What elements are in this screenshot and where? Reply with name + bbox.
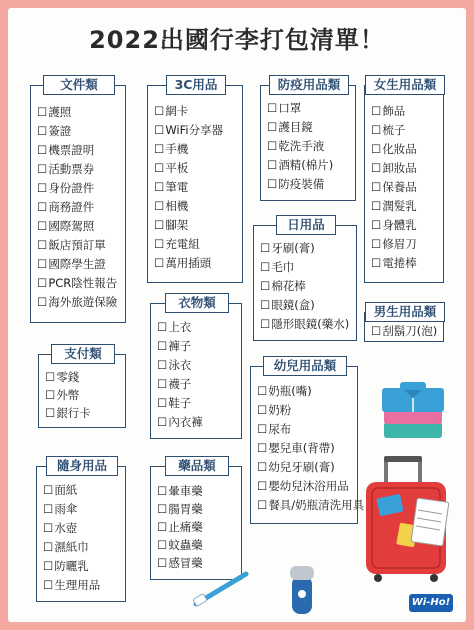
checklist-item[interactable] (43, 576, 126, 595)
checkbox-icon[interactable]: ☐ (157, 339, 168, 353)
checklist-item[interactable] (267, 137, 356, 156)
item-label: 嬰幼兒沐浴用品 (268, 479, 349, 493)
checklist-item[interactable] (371, 178, 444, 197)
checkbox-icon[interactable]: ☐ (157, 556, 168, 570)
item-label: 毛巾 (271, 260, 295, 274)
checklist-item[interactable] (154, 102, 243, 121)
item-label: 刮鬍刀(泡) (382, 324, 438, 338)
checkbox-icon[interactable]: ☐ (37, 238, 48, 252)
checklist-item[interactable] (371, 216, 444, 235)
checklist (371, 326, 444, 336)
item-label: 濕紙巾 (54, 540, 89, 554)
item-label: 飾品 (382, 104, 406, 118)
checkbox-icon[interactable]: ☐ (157, 415, 168, 429)
checkbox-icon[interactable]: ☐ (37, 200, 48, 214)
item-label: 雨傘 (54, 502, 78, 516)
item-label: 嬰兒車(背帶) (268, 441, 335, 455)
checklist-item[interactable] (371, 121, 444, 140)
section-clothing (150, 293, 242, 439)
checkbox-icon[interactable]: ☐ (43, 502, 54, 516)
checklist-item[interactable] (260, 277, 357, 296)
checklist-item[interactable] (154, 216, 243, 235)
item-label: 國際學生證 (48, 257, 106, 271)
checkbox-icon[interactable]: ☐ (157, 396, 168, 410)
section-header: 3C用品 (166, 75, 226, 95)
section-header: 幼兒用品類 (263, 356, 347, 376)
item-label: 飯店預訂單 (48, 238, 106, 252)
checklist-item[interactable] (154, 140, 243, 159)
section-header: 衣物類 (165, 293, 229, 313)
checklist-item[interactable] (371, 235, 444, 254)
checkbox-icon[interactable]: ☐ (267, 139, 278, 153)
checkbox-icon[interactable]: ☐ (257, 403, 268, 417)
item-label: 生理用品 (54, 578, 101, 592)
item-label: 萬用插頭 (165, 256, 212, 270)
checkbox-icon[interactable]: ☐ (157, 358, 168, 372)
checklist-item[interactable] (157, 536, 242, 554)
checkbox-icon[interactable]: ☐ (371, 199, 382, 213)
item-label: 充電組 (165, 237, 200, 251)
checkbox-icon[interactable]: ☐ (257, 460, 268, 474)
item-label: 棉花棒 (271, 279, 306, 293)
checkbox-icon[interactable]: ☐ (157, 502, 168, 516)
item-label: 潤髮乳 (382, 199, 417, 213)
item-label: 國際駕照 (48, 219, 95, 233)
section-epidemic (260, 75, 356, 201)
checklist (37, 103, 126, 312)
checkbox-icon[interactable]: ☐ (371, 256, 382, 270)
checkbox-icon[interactable]: ☐ (157, 320, 168, 334)
checklist-item[interactable] (43, 557, 126, 576)
section-carry (36, 456, 126, 602)
checklist (157, 318, 242, 432)
checkbox-icon[interactable]: ☐ (260, 298, 271, 312)
item-label: 眼鏡(盒) (271, 298, 315, 312)
section-header: 防疫用品類 (269, 75, 349, 95)
section-mens (364, 302, 444, 342)
item-label: 蚊蟲藥 (168, 538, 203, 552)
section-baby (250, 356, 365, 524)
checkbox-icon[interactable]: ☐ (371, 161, 382, 175)
checkbox-icon[interactable]: ☐ (157, 520, 168, 534)
item-label: 水壺 (54, 521, 78, 535)
checklist (257, 382, 365, 515)
item-label: 止痛藥 (168, 520, 203, 534)
checklist-item[interactable] (37, 141, 126, 160)
checklist-item[interactable] (157, 413, 242, 432)
checkbox-icon[interactable]: ☐ (43, 559, 54, 573)
checklist-item[interactable] (257, 401, 358, 420)
checklist-item[interactable] (43, 481, 126, 500)
checklist-item[interactable] (157, 318, 242, 337)
checklist-item[interactable] (157, 394, 242, 413)
checkbox-icon[interactable]: ☐ (37, 143, 48, 157)
checklist-item[interactable] (371, 102, 444, 121)
item-label: 筆電 (165, 180, 189, 194)
item-label: 奶粉 (268, 403, 292, 417)
section-docs (30, 75, 126, 323)
checklist-item[interactable] (260, 239, 357, 258)
checklist-item[interactable] (45, 368, 126, 386)
section-header: 女生用品類 (365, 75, 445, 95)
checklist-item[interactable] (43, 538, 126, 557)
section-header: 藥品類 (165, 456, 229, 476)
checklist-item[interactable] (37, 274, 126, 293)
checklist-item[interactable] (154, 197, 243, 216)
checkbox-icon[interactable]: ☐ (43, 483, 54, 497)
item-label: 網卡 (165, 104, 189, 118)
section-daily (253, 215, 357, 341)
checkbox-icon[interactable]: ☐ (371, 237, 382, 251)
checklist-item[interactable] (260, 258, 357, 277)
checkbox-icon[interactable]: ☐ (371, 142, 382, 156)
checkbox-icon[interactable]: ☐ (257, 479, 268, 493)
item-label: 隱形眼鏡(藥水) (271, 317, 350, 331)
item-label: 奶瓶(嘴) (268, 384, 312, 398)
checklist-item[interactable] (267, 175, 356, 194)
checklist-item[interactable] (37, 255, 126, 274)
checklist-item[interactable] (45, 404, 126, 422)
checklist (45, 368, 126, 422)
checklist-item[interactable] (157, 518, 242, 536)
checklist-item[interactable] (267, 156, 356, 175)
checkbox-icon[interactable]: ☐ (154, 218, 165, 232)
checkbox-icon[interactable]: ☐ (154, 237, 165, 251)
checklist-item[interactable] (157, 482, 242, 500)
checkbox-icon[interactable]: ☐ (260, 317, 271, 331)
checkbox-icon[interactable]: ☐ (37, 219, 48, 233)
checklist (267, 99, 356, 194)
item-label: 身體乳 (382, 218, 417, 232)
item-label: 防曬乳 (54, 559, 89, 573)
checklist-item[interactable] (257, 439, 358, 458)
checkbox-icon[interactable]: ☐ (157, 377, 168, 391)
section-payment (38, 344, 126, 428)
checkbox-icon[interactable]: ☐ (154, 199, 165, 213)
checklist-item[interactable] (37, 236, 126, 255)
checkbox-icon[interactable]: ☐ (267, 177, 278, 191)
section-electronics (147, 75, 243, 283)
checkbox-icon[interactable]: ☐ (371, 123, 382, 137)
item-label: 幼兒牙刷(膏) (268, 460, 335, 474)
checkbox-icon[interactable]: ☐ (154, 161, 165, 175)
checklist-item[interactable] (157, 500, 242, 518)
checklist-item[interactable] (45, 386, 126, 404)
checkbox-icon[interactable]: ☐ (157, 484, 168, 498)
item-label: 感冒藥 (168, 556, 203, 570)
checkbox-icon[interactable]: ☐ (154, 104, 165, 118)
checklist-item[interactable] (157, 337, 242, 356)
item-label: 面紙 (54, 483, 78, 497)
section-header: 日用品 (276, 215, 336, 235)
page-title: 2022出國行李打包清單！ (89, 26, 385, 54)
item-label: 防疫裝備 (278, 177, 325, 191)
item-label: 海外旅遊保險 (48, 295, 118, 309)
checkbox-icon[interactable]: ☐ (37, 276, 48, 290)
checkbox-icon[interactable]: ☐ (154, 123, 165, 137)
checklist-item[interactable] (37, 217, 126, 236)
suitcase-illustration (358, 454, 454, 584)
item-label: 卸妝品 (382, 161, 417, 175)
checklist-item[interactable] (257, 382, 358, 401)
checkbox-icon[interactable]: ☐ (37, 162, 48, 176)
section-header: 支付類 (51, 344, 115, 364)
section-header: 文件類 (43, 75, 115, 95)
checklist (43, 481, 126, 595)
checklist-item[interactable] (37, 198, 126, 217)
checkbox-icon[interactable]: ☐ (371, 104, 382, 118)
checkbox-icon[interactable]: ☐ (157, 538, 168, 552)
checkbox-icon[interactable]: ☐ (260, 279, 271, 293)
item-label: 銀行卡 (56, 406, 91, 420)
checklist-item[interactable] (154, 235, 243, 254)
checklist-item[interactable] (37, 103, 126, 122)
checklist-item[interactable] (43, 519, 126, 538)
checklist-item[interactable] (37, 293, 126, 312)
checkbox-icon[interactable]: ☐ (267, 158, 278, 172)
checkbox-icon[interactable]: ☐ (37, 181, 48, 195)
checklist-item[interactable] (257, 496, 365, 515)
checkbox-icon[interactable]: ☐ (257, 384, 268, 398)
checkbox-icon[interactable]: ☐ (257, 441, 268, 455)
item-label: 修眉刀 (382, 237, 417, 251)
checkbox-icon[interactable]: ☐ (371, 324, 382, 338)
item-label: 腸胃藥 (168, 502, 203, 516)
checkbox-icon[interactable]: ☐ (371, 180, 382, 194)
section-header: 男生用品類 (365, 302, 445, 322)
item-label: 酒精(棉片) (278, 158, 334, 172)
checkbox-icon[interactable]: ☐ (37, 257, 48, 271)
item-label: 電捲棒 (382, 256, 417, 270)
checkbox-icon[interactable]: ☐ (260, 260, 271, 274)
item-label: 鞋子 (168, 396, 192, 410)
item-label: 泳衣 (168, 358, 192, 372)
checklist-item[interactable] (267, 118, 356, 137)
item-label: 機票證明 (48, 143, 95, 157)
checklist-item[interactable] (37, 160, 126, 179)
checkbox-icon[interactable]: ☐ (45, 388, 56, 402)
item-label: 牙刷(膏) (271, 241, 315, 255)
checkbox-icon[interactable]: ☐ (43, 578, 54, 592)
checkbox-icon[interactable]: ☐ (260, 241, 271, 255)
checkbox-icon[interactable]: ☐ (43, 521, 54, 535)
item-label: 內衣褲 (168, 415, 203, 429)
item-label: 相機 (165, 199, 189, 213)
item-label: 褲子 (168, 339, 192, 353)
checklist-item[interactable] (37, 122, 126, 141)
item-label: 襪子 (168, 377, 192, 391)
checklist-item[interactable] (154, 178, 243, 197)
checklist-item[interactable] (37, 179, 126, 198)
checkbox-icon[interactable]: ☐ (154, 180, 165, 194)
section-medicine (150, 456, 242, 580)
checkbox-icon[interactable]: ☐ (43, 540, 54, 554)
checklist-item[interactable] (154, 254, 243, 273)
checkbox-icon[interactable]: ☐ (267, 120, 278, 134)
checklist-item[interactable] (157, 375, 242, 394)
checkbox-icon[interactable]: ☐ (257, 422, 268, 436)
checkbox-icon[interactable]: ☐ (371, 218, 382, 232)
checklist-item[interactable] (371, 159, 444, 178)
item-label: 身份證件 (48, 181, 95, 195)
item-label: 乾洗手液 (278, 139, 325, 153)
checkbox-icon[interactable]: ☐ (154, 142, 165, 156)
item-label: 護照 (48, 105, 72, 119)
item-label: 活動票券 (48, 162, 95, 176)
item-label: WiFi分享器 (165, 123, 224, 137)
toothbrush-illustration (190, 568, 252, 610)
checklist-item[interactable] (154, 159, 243, 178)
checklist (371, 102, 444, 273)
checklist-item[interactable] (371, 197, 444, 216)
item-label: 零錢 (56, 370, 80, 384)
item-label: 口罩 (278, 101, 302, 115)
item-label: 餐具/奶瓶清洗用具 (268, 498, 365, 512)
checklist-item[interactable] (43, 500, 126, 519)
checklist-item[interactable] (257, 420, 358, 439)
shaver-illustration (282, 562, 322, 616)
section-header: 隨身用品 (46, 456, 118, 476)
checklist-item[interactable] (257, 477, 358, 496)
checklist-item[interactable] (260, 296, 357, 315)
checklist-item[interactable] (371, 254, 444, 273)
item-label: PCR陰性報告 (48, 276, 118, 290)
item-label: 腳架 (165, 218, 189, 232)
checklist (260, 239, 357, 334)
checklist (157, 482, 242, 572)
checkbox-icon[interactable]: ☐ (45, 406, 56, 420)
checklist (154, 102, 243, 273)
item-label: 上衣 (168, 320, 192, 334)
checkbox-icon[interactable]: ☐ (154, 256, 165, 270)
item-label: 平板 (165, 161, 189, 175)
item-label: 梳子 (382, 123, 406, 137)
checklist-item[interactable] (157, 356, 242, 375)
item-label: 尿布 (268, 422, 292, 436)
folded-shirts-illustration (378, 376, 448, 442)
checkbox-icon[interactable]: ☐ (37, 105, 48, 119)
checklist-item[interactable] (371, 326, 444, 336)
item-label: 商務證件 (48, 200, 95, 214)
checkbox-icon[interactable]: ☐ (37, 295, 48, 309)
item-label: 保養品 (382, 180, 417, 194)
checkbox-icon[interactable]: ☐ (257, 498, 268, 512)
item-label: 暈車藥 (168, 484, 203, 498)
section-womens (364, 75, 444, 283)
checkbox-icon[interactable]: ☐ (45, 370, 56, 384)
checkbox-icon[interactable]: ☐ (267, 101, 278, 115)
checklist-item[interactable] (154, 121, 243, 140)
checkbox-icon[interactable]: ☐ (37, 124, 48, 138)
item-label: 手機 (165, 142, 189, 156)
checklist-item[interactable] (260, 315, 357, 334)
checklist-item[interactable] (267, 99, 356, 118)
checklist-item[interactable] (257, 458, 358, 477)
checklist-item[interactable] (371, 140, 444, 159)
item-label: 護目鏡 (278, 120, 313, 134)
item-label: 化妝品 (382, 142, 417, 156)
item-label: 簽證 (48, 124, 72, 138)
brand-logo: Wi-Ho! (409, 594, 453, 612)
item-label: 外幣 (56, 388, 80, 402)
